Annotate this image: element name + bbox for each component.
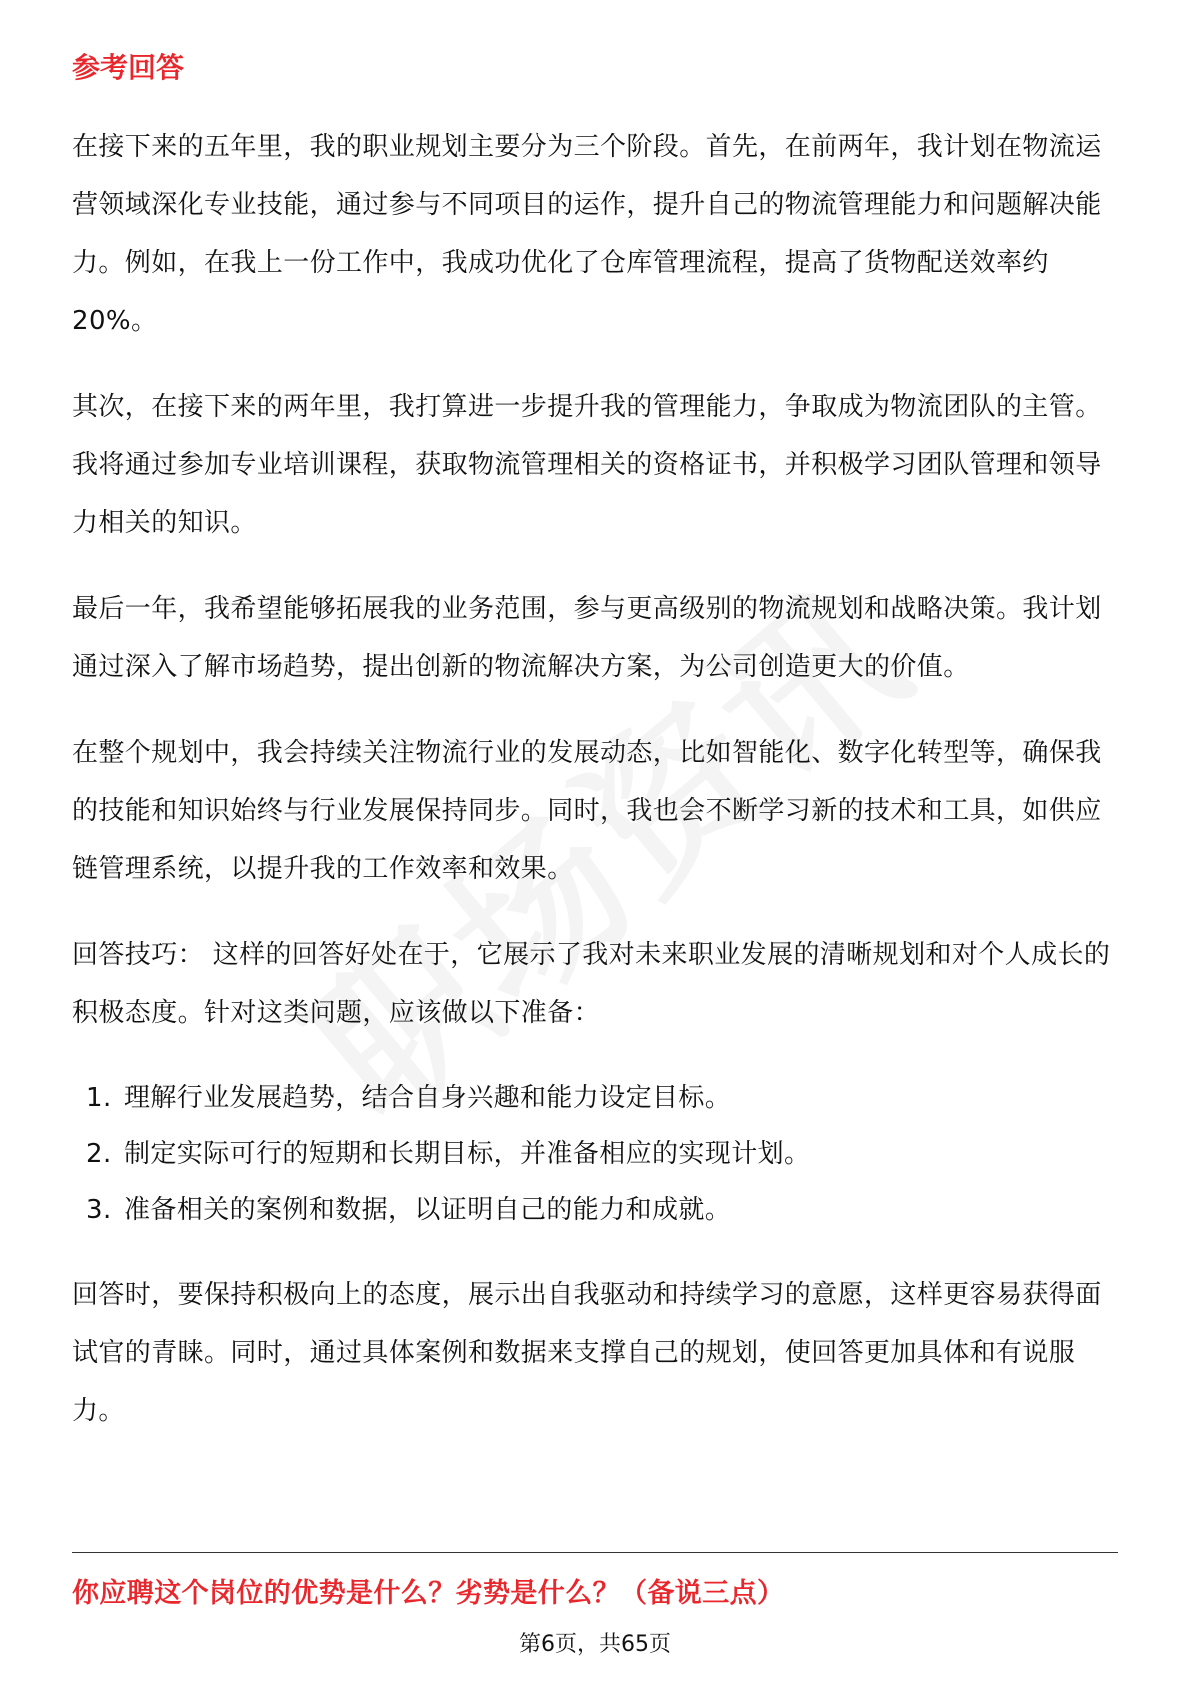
paragraph-plan-overview: 在接下来的五年里，我的职业规划主要分为三个阶段。首先，在前两年，我计划在物流运营领域深化专业技能，通过参与不同项目的运作，提升自己的物流管理能力和问题解决能力。例如，在我上一份工作中，我成功优化了仓库管理流程，提高了货物配送效率约20%。 xyxy=(72,132,1102,336)
paragraph-final-year: 最后一年，我希望能够拓展我的业务范围，参与更高级别的物流规划和战略决策。我计划通过深入了解市场趋势，提出创新的物流解决方案，为公司创造更大的价值。 xyxy=(72,594,1102,682)
list-item xyxy=(72,1126,1118,1182)
list-item xyxy=(72,1070,1118,1126)
paragraph-closing: 回答时，要保持积极向上的态度，展示出自我驱动和持续学习的意愿，这样更容易获得面试官的青睐。同时，通过具体案例和数据来支撑自己的规划，使回答更加具体和有说服力。 xyxy=(72,1280,1102,1426)
list-item-number: 1. xyxy=(86,1083,112,1113)
paragraph-industry-trends: 在整个规划中，我会持续关注物流行业的发展动态，比如智能化、数字化转型等，确保我的技能和知识始终与行业发展保持同步。同时，我也会不断学习新的技术和工具，如供应链管理系统，以提升我的工作效率和效果。 xyxy=(72,738,1102,884)
next-question-heading: 你应聘这个岗位的优势是什么？劣势是什么？（备说三点） xyxy=(72,1578,785,1609)
preparation-list xyxy=(72,1070,1118,1238)
list-item-number: 3. xyxy=(86,1195,112,1225)
list-item-text: 准备相关的案例和数据，以证明自己的能力和成就。 xyxy=(124,1195,732,1225)
list-item-text: 理解行业发展趋势，结合自身兴趣和能力设定目标。 xyxy=(124,1083,732,1113)
list-item xyxy=(72,1182,1118,1238)
list-item-number: 2. xyxy=(86,1139,112,1169)
section-title: 参考回答 xyxy=(72,51,185,84)
section-divider xyxy=(72,1552,1118,1553)
page-number: 第6页，共65页 xyxy=(519,1632,671,1657)
answer-content xyxy=(72,118,1118,1468)
paragraph-management: 其次，在接下来的两年里，我打算进一步提升我的管理能力，争取成为物流团队的主管。我将通过参加专业培训课程，获取物流管理相关的资格证书，并积极学习团队管理和领导力相关的知识。 xyxy=(72,392,1102,538)
list-item-text: 制定实际可行的短期和长期目标，并准备相应的实现计划。 xyxy=(124,1139,811,1169)
paragraph-answer-tips: 回答技巧： 这样的回答好处在于，它展示了我对未来职业发展的清晰规划和对个人成长的积极态度。针对这类问题，应该做以下准备： xyxy=(72,940,1111,1028)
